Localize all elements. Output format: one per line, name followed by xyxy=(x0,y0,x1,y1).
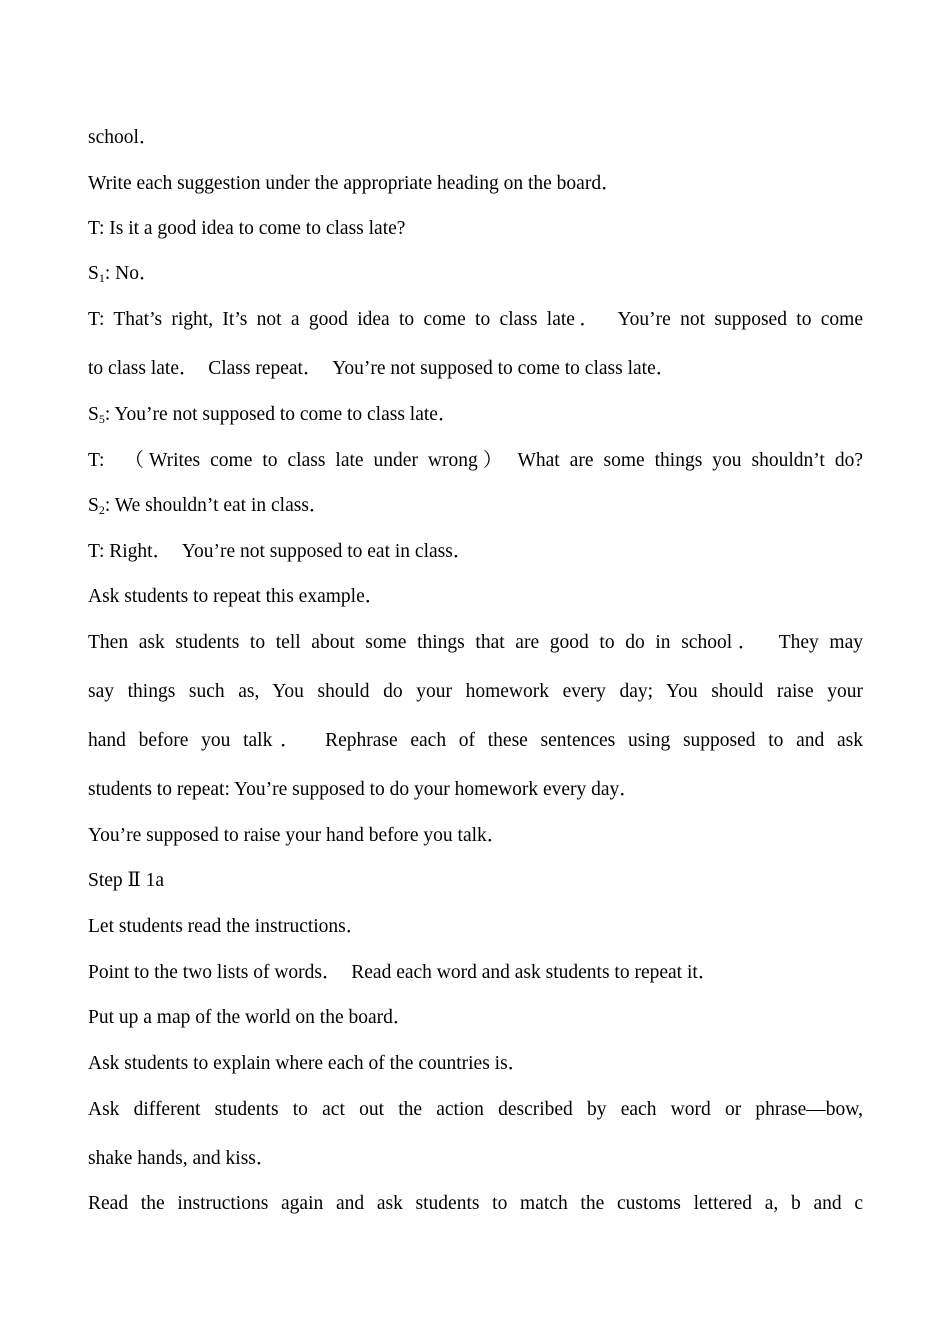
text-line: say things such as, You should do your homework every day; You should raise your xyxy=(88,681,863,702)
text-line: Let students read the instructions． xyxy=(88,916,366,937)
text-line: school． xyxy=(88,127,159,148)
text-line: Point to the two lists of words． Read each word and ask students to repeat it． xyxy=(88,962,718,983)
text-line: Ask different students to act out the action described by each word or phrase—bow, xyxy=(88,1099,863,1120)
text-line: Put up a map of the world on the board． xyxy=(88,1007,413,1028)
step-heading: Step Ⅱ 1a xyxy=(88,870,165,891)
speaker-label: $S_1$ xyxy=(88,263,105,285)
speaker-line: $S_1$: No． xyxy=(88,263,159,285)
text-line: shake hands, and kiss． xyxy=(88,1148,276,1169)
text-line: Write each suggestion under the appropriate heading on the board． xyxy=(88,173,621,194)
text-line: T: That’s right, It’s not a good idea to come to class late． You’re not supposed to come xyxy=(88,309,863,330)
speaker-label: $S_2$ xyxy=(88,495,105,517)
text-line: Read the instructions again and ask students to match the customs lettered a, b and c xyxy=(88,1193,863,1214)
text-line: students to repeat: You’re supposed to do your homework every day． xyxy=(88,779,639,800)
text-line: to class late． Class repeat． You’re not supposed to come to class late． xyxy=(88,358,676,379)
text-line: Ask students to explain where each of the countries is． xyxy=(88,1053,528,1074)
text-line: T: Right． You’re not supposed to eat in class． xyxy=(88,541,473,562)
speaker-line: $S_5$: You’re not supposed to come to class late． xyxy=(88,404,458,426)
speaker-label: $S_5$ xyxy=(88,404,105,426)
text-line: hand before you talk． Rephrase each of these sentences using supposed to and ask xyxy=(88,730,863,751)
text-line: T: （Writes come to class late under wrong） What are some things you shouldn’t do? xyxy=(88,450,863,471)
speaker-line: $S_2$: We shouldn’t eat in class． xyxy=(88,495,329,517)
text-line: Ask students to repeat this example． xyxy=(88,586,385,607)
text-line: You’re supposed to raise your hand before you talk． xyxy=(88,825,507,846)
text-line: Then ask students to tell about some things that are good to do in school． They may xyxy=(88,632,863,653)
text-line: T: Is it a good idea to come to class late? xyxy=(88,218,406,239)
